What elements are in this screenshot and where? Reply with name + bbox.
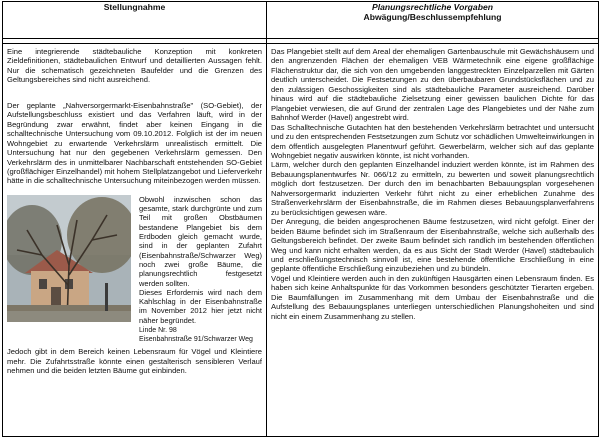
assessment-paragraph-4: Der Anregung, die beiden angesprochenen Bäume festzusetzen, wird nicht gefolgt. Einer der beiden Bäume befindet sich im Straßenraum der Eisenbahnstraße, welche sich außerhalb des Geltungsbereich befindet. Der zweite Baum befindet sich randlich im bestehenden öffentlichen Weg und kann nicht erhalten werden, da es aus Sicht der Stadt Werder (Havel) städtebaulich und erschließungstechnisch sinnvoll ist, eine bestehende öffentliche Erschließung in eine geplante öffentliche Erschließung einzubeziehen und zu bündeln. <box>271 217 594 274</box>
assessment-paragraph-3: Lärm, welcher durch den geplanten Einzelhandel induziert werden könnte, ist im Rahmen des Bebauungsplanentwurfes Nr. 066/12 zu ermitteln, zu bewerten und soweit planungsrechtlich möglich dort festzusetzen. Der durch den im benachbarten Bebauungsplan vorgesehenen Nahversorgermarkt induzierten Verkehr führt nicht zu einer erheblichen Zunahme des Straßenverkehrslärm der Eisenbahnstraße, die im Rahmen dieses Bebauungsplanverfahrens zu berücksichtigen gewesen wäre. <box>271 160 594 217</box>
assessment-column <box>267 44 599 437</box>
statement-table <box>2 1 599 437</box>
header-planning-title: Planungsrechtliche Vorgaben <box>372 2 493 12</box>
photo-caption <box>139 327 262 344</box>
assessment-paragraph-1: Das Plangebiet stellt auf dem Areal der ehemaligen Gartenbauschule mit Gewächshäusern und den angrenzenden Flächen der ehemaligen VEB Wärmetechnik eine eigene großflächige Flächenstruktur dar, die sich von den umgebenden langgestreckten Einzelparzellen mit Gärten deutlich unterscheidet. Die Festsetzungen zu den überbaubaren Grundstücksflächen und zu den zulässigen Geschossigkeiten sind als städtebauliche Parameter ausreichend. Darüber hinaus wird auf die städtebauliche Zielsetzung einer gewissen baulichen Dichte für das Plangebiet verwiesen, die auf Grund der zentralen Lage des Plangebietes und der Nähe zum Bahnhof Werder (Havel) angestrebt wird. <box>271 47 594 123</box>
photo-caption-line-1: Linde Nr. 98 <box>139 327 177 335</box>
assessment-paragraph-2: Das Schalltechnische Gutachten hat den bestehenden Verkehrslärm betrachtet und untersucht und zu den entsprechenden Festsetzungen zum Schutz vor schädlichen Umwelteinwirkungen in dem öffentlich ausgelegten Planentwurf geführt. Gewerbelärm, welcher sich auf das geplante Wohngebiet negativ auswirken könnte, ist nicht vorhanden. <box>271 122 594 160</box>
tree-photo <box>7 195 131 322</box>
header-planning-subtitle: Abwägung/Beschlussempfehlung <box>363 12 502 22</box>
header-planning <box>267 2 599 39</box>
statement-column <box>3 44 267 437</box>
statement-paragraph-1: Eine integrierende städtebauliche Konzeption mit konkreten Zieldefinitionen, städtebaulichen Entwurf und detaillierten Aussagen fehlt. Nur die schematisch gezeichneten Baufelder und die Grenzen des Geltungsbereiches sind nicht ausreichend. <box>7 47 262 85</box>
statement-paragraph-2: Der geplante „Nahversorgermarkt-Eisenbahnstraße" (SO-Gebiet), der Aufstellungsbeschluss existiert und das Verfahren läuft, wird in der Begründung zwar erwähnt, findet aber keinen Eingang in die schalltechnische Untersuchung vom 09.10.2012. Folglich ist der im neuen Wohngebiet zu erwartende Verkehrslärm unrealistisch ermittelt. Die Untersuchung hat nur den gegebenen Verkehrslärm gemessen. Den Verkehrslärm des in unmittelbarer Nachbarschaft entstehenden SO-Gebiet (großflächiger Einzelhandel) mit hohem Stellplatzangebot und Lieferverkehr hätte in die schalltechnische Untersuchung miteinbezogen werden müssen. <box>7 100 262 186</box>
photo-paragraph-1: Obwohl inzwischen schon das gesamte, stark durchgrünte und zum Teil mit großen Obstbäumen bestandene Plangebiet bis dem Erdboden gleich gemacht wurde, sind in der geplanten Zufahrt (Eisenbahnstraße/Schwarzer Weg) noch zwei große Bäume, die planungsrechtlich festgesetzt werden sollten. <box>139 194 262 288</box>
photo-side-text <box>133 195 262 344</box>
photo-block <box>7 195 262 344</box>
photo-paragraph-2: Dieses Erfordernis wird nach dem Kahlschlag in der Eisenbahnstraße im November 2012 hier jetzt nicht näher begründet. <box>139 287 262 325</box>
statement-paragraph-3: Jedoch gibt in dem Bereich keinen Lebensraum für Vögel und Kleintiere mehr. Die Zufahrtsstraße könnte einen gestalterisch sensibleren Verlauf nehmen und die beiden letzten Bäume gut einbinden. <box>7 347 262 376</box>
assessment-paragraph-5: Vögel und Kleintiere werden auch in den zukünftigen Hausgärten einen Lebensraum finden. Es haben sich keine Anhaltspunkte für das Vorkommen besonders geschützter Tierarten ergeben. Die Baumfällungen im Zusammenhang mit dem Umbau der Eisenbahnstraße und die Aufstellung des Bebauungsplanes unterliegen unterschiedlichen Planungshoheiten und sind nicht ein einem Zusammenhang zu stellen. <box>271 273 594 321</box>
photo-caption-line-2: Eisenbahnstraße 91/Schwarzer Weg <box>139 335 253 343</box>
header-statement: Stellungnahme <box>3 2 267 39</box>
